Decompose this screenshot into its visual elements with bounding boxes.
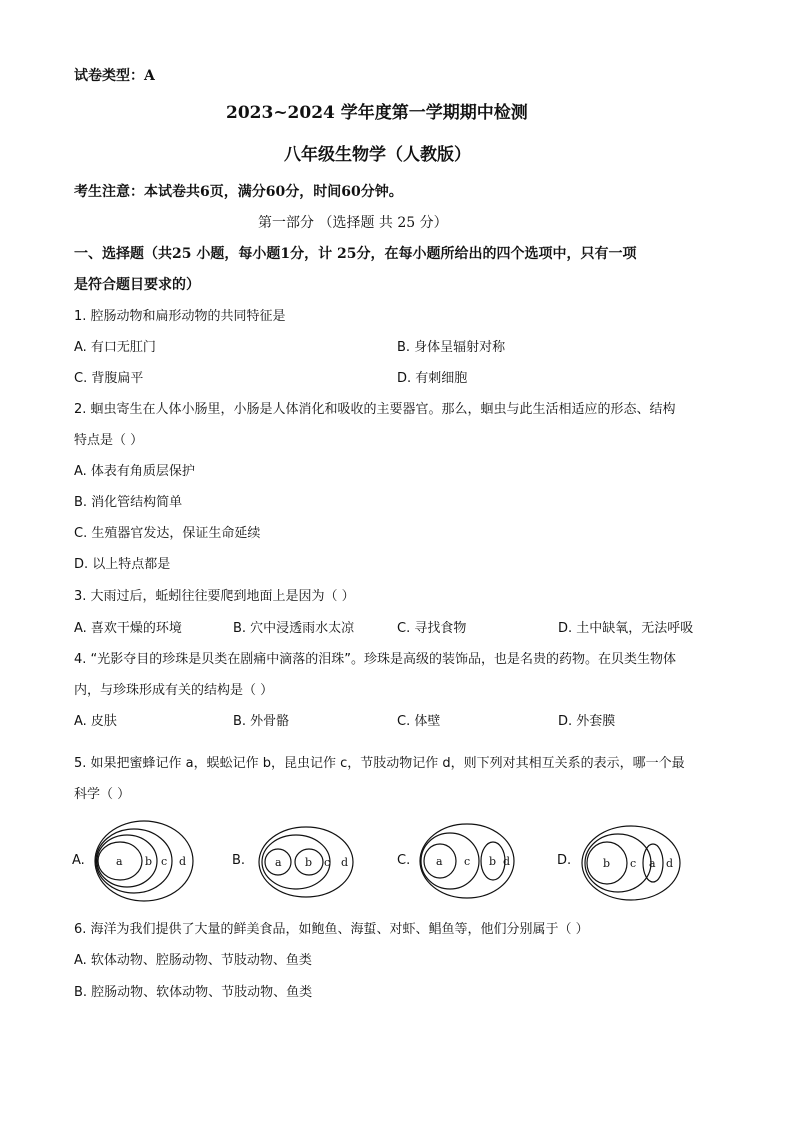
question-1-option-c: C. 背腹扁平: [74, 371, 144, 386]
venn-d-label-1: b: [603, 857, 611, 870]
part-heading: 第一部分 （选择题 共 25 分）: [258, 215, 448, 231]
venn-d-label-2: c: [630, 857, 637, 870]
section-instruction-line2: 是符合题目要求的）: [74, 277, 200, 293]
exam-notice: 考生注意：本试卷共6页，满分60分，时间60分钟。: [74, 184, 403, 200]
venn-diagram-d: [581, 825, 683, 902]
venn-diagram-a: [94, 820, 196, 902]
question-1-option-d: D. 有刺细胞: [397, 371, 468, 386]
venn-c-circle-c: [421, 833, 479, 889]
question-6-stem: 6. 海洋为我们提供了大量的鲜美食品，如鲍鱼、海蜇、对虾、鲳鱼等，他们分别属于（ ）: [74, 922, 589, 937]
venn-b-label-4: d: [341, 856, 349, 869]
question-5-option-c-label: C.: [397, 853, 411, 868]
venn-diagram-b: [258, 826, 355, 898]
venn-c-label-4: d: [503, 855, 511, 868]
paper-type: 试卷类型：A: [74, 68, 155, 84]
question-4-option-a: A. 皮肤: [74, 714, 117, 729]
venn-c-label-1: a: [436, 855, 443, 868]
venn-a-label-4: d: [179, 855, 187, 868]
question-6-option-a: A. 软体动物、腔肠动物、节肢动物、鱼类: [74, 953, 312, 968]
question-4-option-d: D. 外套膜: [558, 714, 616, 729]
question-3-option-c: C. 寻找食物: [397, 621, 467, 636]
question-2-option-b: B. 消化管结构简单: [74, 495, 183, 510]
question-4-stem-line1: 4. “光影夺目的珍珠是贝类在剧痛中滴落的泪珠”。珍珠是高级的装饰品，也是名贵的药物。在贝类生物体: [74, 652, 677, 667]
venn-d-label-4: d: [666, 857, 674, 870]
question-5-option-b-label: B.: [232, 853, 246, 868]
venn-b-label-2: b: [305, 856, 313, 869]
venn-a-label-2: b: [145, 855, 153, 868]
question-3-stem: 3. 大雨过后，蚯蚓往往要爬到地面上是因为（ ）: [74, 589, 355, 604]
question-2-option-a: A. 体表有角质层保护: [74, 464, 195, 479]
venn-diagram-c: [419, 823, 516, 901]
venn-d-label-3: a: [649, 857, 656, 870]
section-instruction-line1: 一、选择题（共25 小题，每小题1分，计 25分，在每小题所给出的四个选项中，只有一项: [74, 246, 637, 262]
venn-b-circle-c: [262, 835, 330, 889]
exam-title: 2023~2024 学年度第一学期期中检测: [226, 103, 528, 123]
venn-a-label-1: a: [116, 855, 123, 868]
question-4-option-b: B. 外骨骼: [233, 714, 290, 729]
question-6-option-b: B. 腔肠动物、软体动物、节肢动物、鱼类: [74, 985, 313, 1000]
question-5-option-a-label: A.: [72, 853, 85, 868]
question-1-option-a: A. 有口无肛门: [74, 340, 156, 355]
question-2-option-d: D. 以上特点都是: [74, 557, 171, 572]
question-4-stem-line2: 内，与珍珠形成有关的结构是（ ）: [74, 683, 274, 698]
question-1-option-b: B. 身体呈辐射对称: [397, 340, 506, 355]
question-3-option-b: B. 穴中浸透雨水太凉: [233, 621, 355, 636]
question-2-stem-line1: 2. 蛔虫寄生在人体小肠里，小肠是人体消化和吸收的主要器官。那么，蛔虫与此生活相适应的形态、结构: [74, 402, 676, 417]
question-3-option-d: D. 土中缺氧，无法呼吸: [558, 621, 694, 636]
venn-b-label-3: c: [324, 856, 331, 869]
question-5-option-d-label: D.: [557, 853, 572, 868]
question-3-option-a: A. 喜欢干燥的环境: [74, 621, 182, 636]
exam-subtitle: 八年级生物学（人教版）: [284, 145, 471, 165]
question-2-stem-line2: 特点是（ ）: [74, 433, 144, 448]
venn-a-label-3: c: [161, 855, 168, 868]
question-4-option-c: C. 体壁: [397, 714, 441, 729]
question-5-stem-line2: 科学（ ）: [74, 787, 131, 802]
venn-c-label-3: b: [489, 855, 497, 868]
venn-b-label-1: a: [275, 856, 282, 869]
venn-c-label-2: c: [464, 855, 471, 868]
question-2-option-c: C. 生殖器官发达，保证生命延续: [74, 526, 261, 541]
question-5-stem-line1: 5. 如果把蜜蜂记作 a，蜈蚣记作 b，昆虫记作 c，节肢动物记作 d，则下列对其相互关系的表示，哪一个最: [74, 756, 685, 771]
question-1-stem: 1. 腔肠动物和扁形动物的共同特征是: [74, 309, 286, 324]
venn-d-circle-c: [585, 834, 651, 892]
